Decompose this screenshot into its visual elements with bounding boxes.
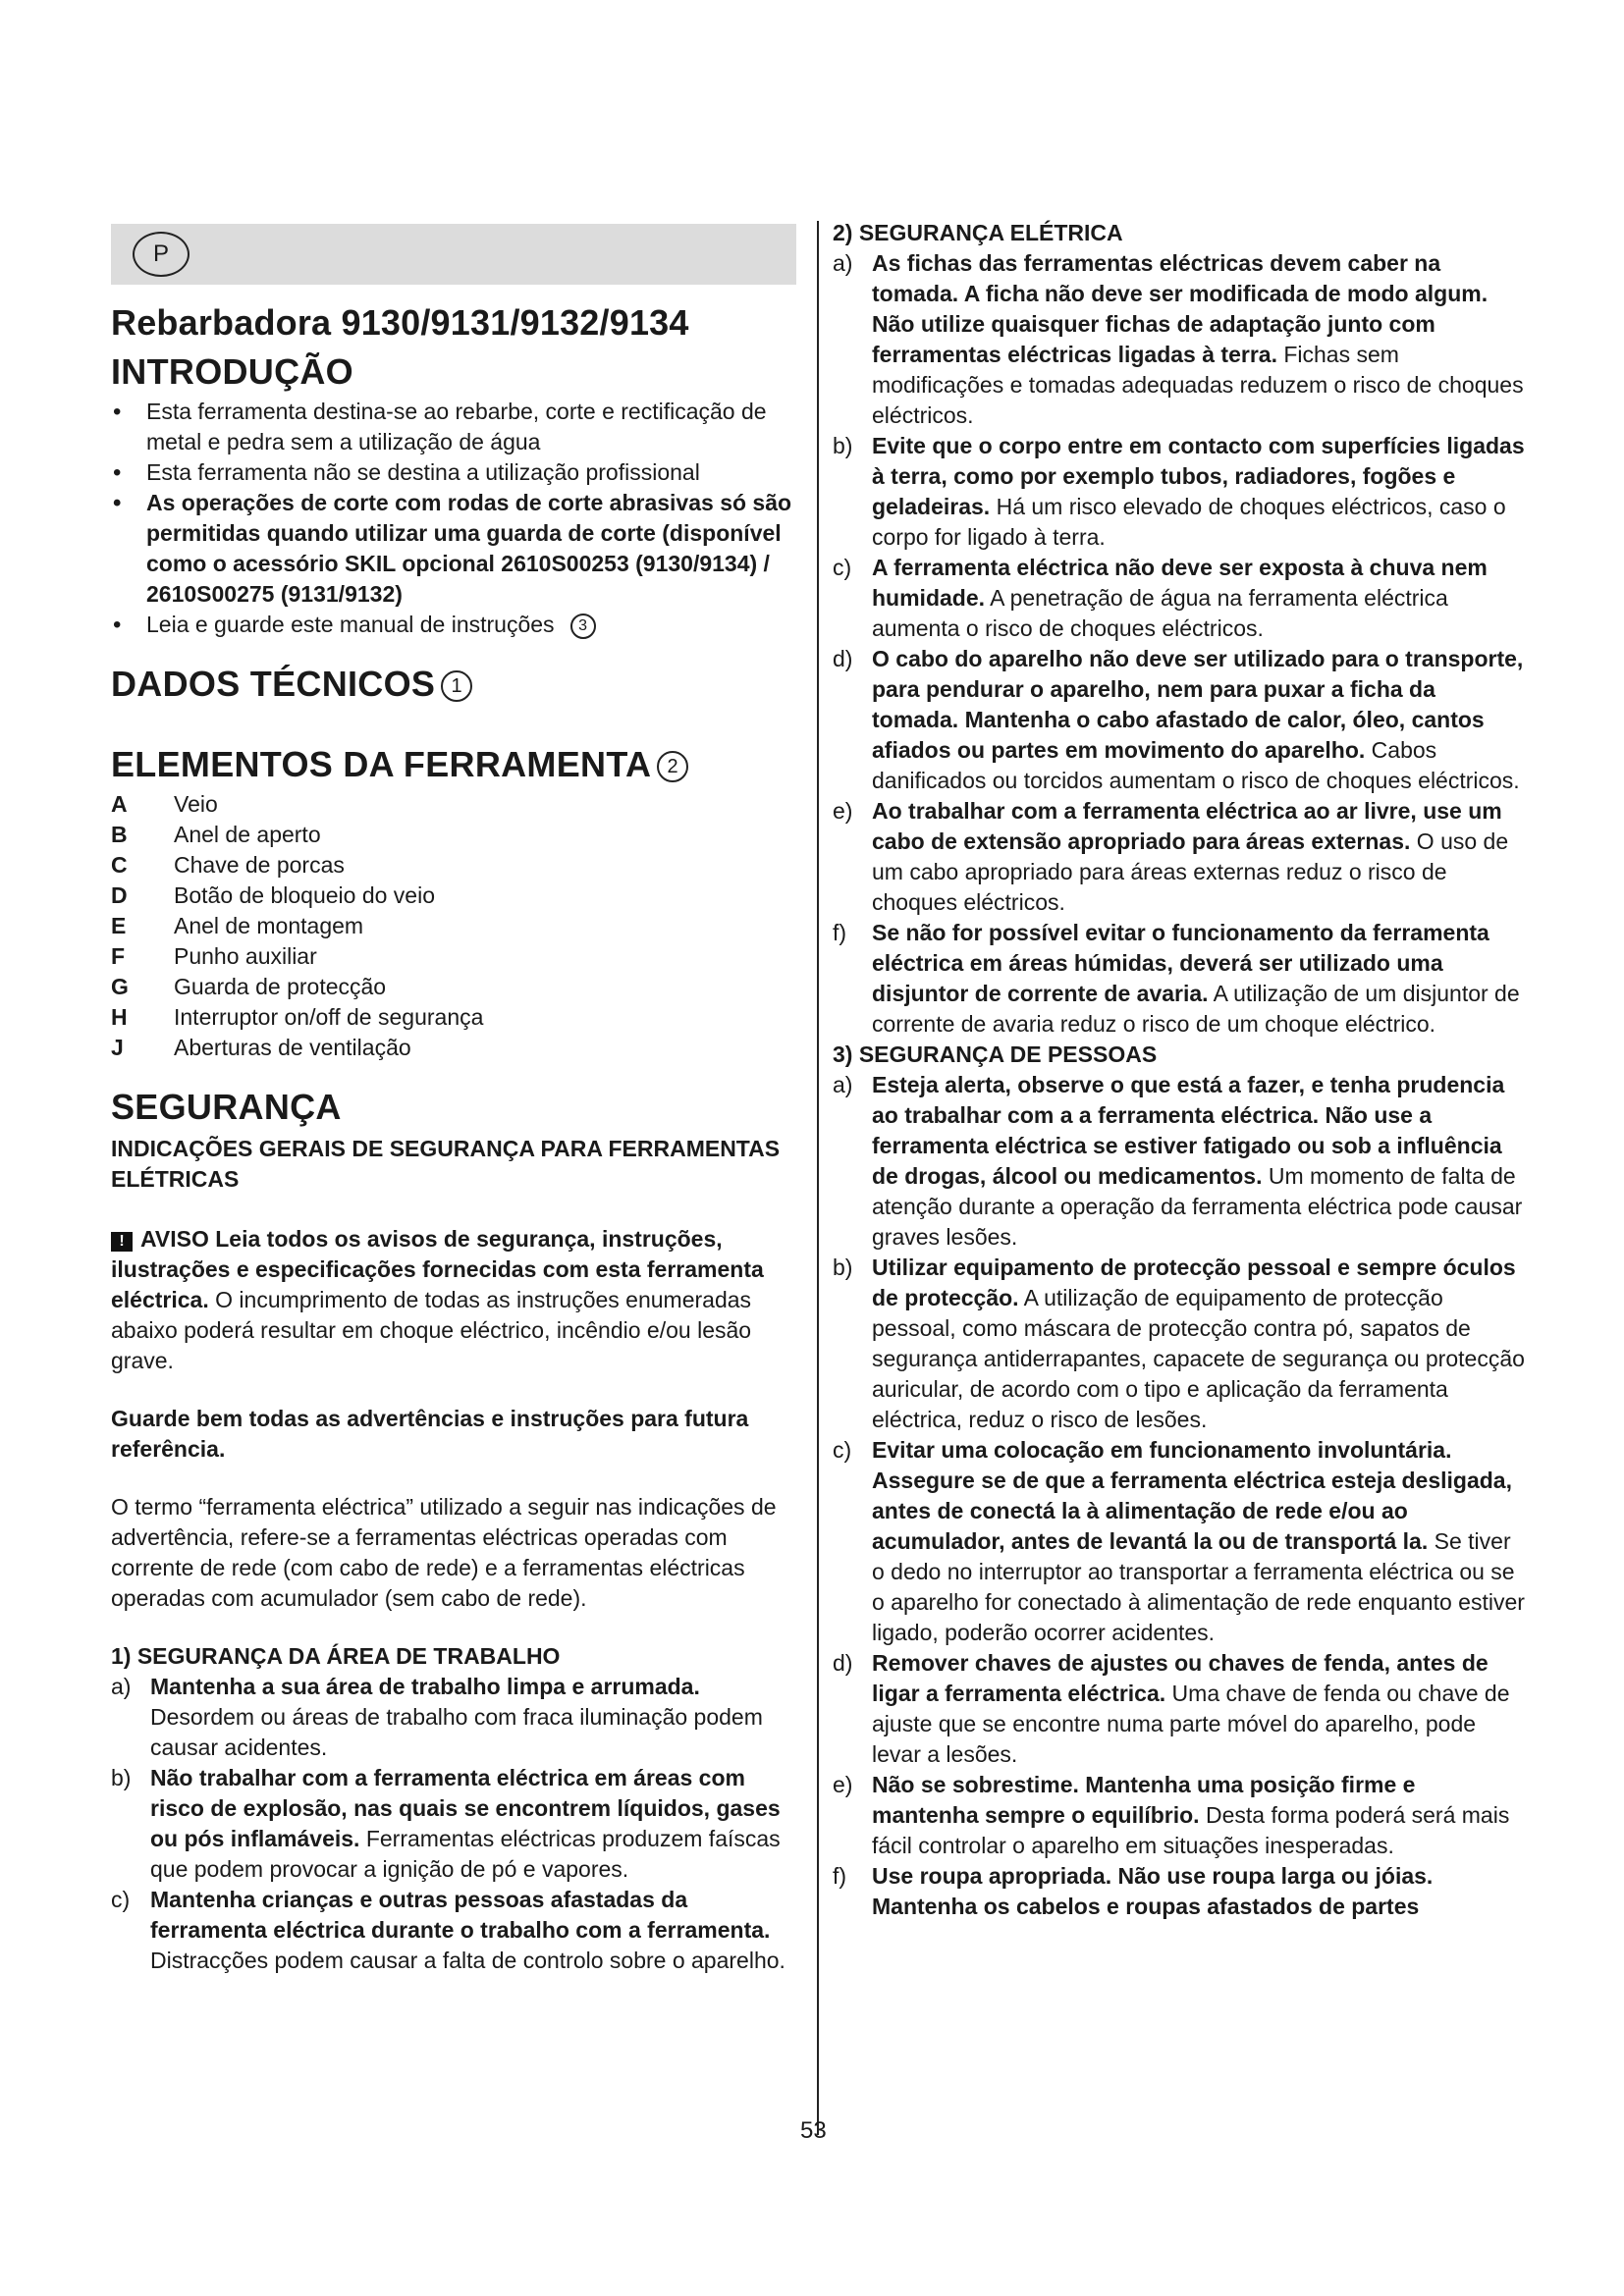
- item-label: d): [833, 1650, 853, 1676]
- part-label: Anel de montagem: [174, 913, 364, 938]
- part-letter: F: [111, 943, 126, 969]
- list-item: [833, 431, 1526, 553]
- item-text: Desordem ou áreas de trabalho com fraca iluminação podem causar acidentes.: [150, 1704, 763, 1760]
- figure-ref-2: 2: [657, 751, 688, 782]
- list-item: [833, 1648, 1526, 1770]
- item-bold: Utilizar equipamento de protecção pessoal e sempre óculos de protecção.: [872, 1255, 1516, 1310]
- item-bold: O cabo do aparelho não deve ser utilizado para o transporte, para pendurar o aparelho, nem para puxar a ficha da tomada. Mantenha o cabo afastado de calor, óleo, cantos afiados ou partes em movimento do aparelho.: [872, 646, 1524, 763]
- item-bold: Mantenha a sua área de trabalho limpa e arrumada.: [150, 1674, 700, 1699]
- list-item: [833, 1070, 1526, 1253]
- item-label: b): [833, 433, 853, 458]
- intro-list: [111, 397, 796, 640]
- part-row: [111, 850, 483, 881]
- intro-bullet: • As operações de corte com rodas de corte abrasivas só são permitidas quando utilizar uma guarda de corte (disponível como o acessório SKIL opcional 2610S00253 (9130/9134) / 2610S00275 (9131/9132): [111, 488, 796, 610]
- figure-ref-3: 3: [570, 614, 596, 639]
- item-text: Um momento de falta de atenção durante a operação da ferramenta eléctrica pode causar graves lesões.: [872, 1163, 1523, 1250]
- item-bold: Ao trabalhar com a ferramenta eléctrica ao ar livre, use um cabo de extensão apropriado para áreas externas.: [872, 798, 1502, 854]
- item-label: f): [833, 1863, 847, 1889]
- list-item: [833, 1435, 1526, 1648]
- tech-heading-text: DADOS TÉCNICOS: [111, 664, 436, 704]
- list-item: [111, 1763, 796, 1885]
- intro-heading: INTRODUÇÃO: [111, 351, 353, 392]
- warning-bold-text: AVISO Leia todos os avisos de segurança, instruções, ilustrações e especificações fornecidas com esta ferramenta eléctrica.: [111, 1226, 764, 1312]
- intro-bullet: • Esta ferramenta não se destina a utilização profissional: [111, 457, 796, 488]
- item-bold: Se não for possível evitar o funcionamento da ferramenta eléctrica em áreas húmidas, deverá ser utilizado uma disjuntor de corrente de avaria.: [872, 920, 1489, 1006]
- item-bold: Use roupa apropriada. Não use roupa larga ou jóias. Mantenha os cabelos e roupas afastados de partes: [872, 1863, 1434, 1919]
- item-label: a): [833, 1072, 853, 1097]
- item-bold: Esteja alerta, observe o que está a fazer, e tenha prudencia ao trabalhar com a a ferramenta eléctrica. Não use a ferramenta eléctrica se estiver fatigado ou sob a influência de drogas, álcool ou medicamentos.: [872, 1072, 1505, 1189]
- safety-subheading: INDICAÇÕES GERAIS DE SEGURANÇA PARA FERRAMENTAS ELÉTRICAS: [111, 1136, 781, 1192]
- column-divider: [817, 221, 819, 2135]
- item-bold: Não se sobrestime. Mantenha uma posição firme e mantenha sempre o equilíbrio.: [872, 1772, 1416, 1828]
- item-text: A utilização de um disjuntor de corrente de avaria reduz o risco de um choque eléctrico.: [872, 981, 1520, 1037]
- item-text: A penetração de água na ferramenta eléctrica aumenta o risco de choques eléctricos.: [872, 585, 1448, 641]
- item-text: Distracções podem causar a falta de controlo sobre o aparelho.: [150, 1948, 785, 1973]
- list-item: [111, 1672, 796, 1763]
- part-label: Chave de porcas: [174, 852, 345, 878]
- item-bold: Mantenha crianças e outras pessoas afastadas da ferramenta eléctrica durante o trabalho com a ferramenta.: [150, 1887, 771, 1943]
- item-label: c): [833, 555, 852, 580]
- list-item: [833, 1861, 1526, 1922]
- list-item: [833, 1770, 1526, 1861]
- item-text: Desta forma poderá será mais fácil controlar o aparelho em situações inesperadas.: [872, 1802, 1510, 1858]
- list-item: [833, 796, 1526, 918]
- section-3-heading: 3) SEGURANÇA DE PESSOAS: [833, 1041, 1158, 1067]
- item-text: Há um risco elevado de choques eléctricos, caso o corpo for ligado à terra.: [872, 494, 1506, 550]
- list-item: [833, 248, 1526, 431]
- product-title: Rebarbadora 9130/9131/9132/9134: [111, 302, 689, 343]
- part-letter: H: [111, 1004, 128, 1030]
- left-column: [111, 216, 796, 1976]
- part-label: Veio: [174, 791, 218, 817]
- right-column: [833, 218, 1526, 1922]
- section-3-list: [833, 1070, 1526, 1922]
- section-1-heading: 1) SEGURANÇA DA ÁREA DE TRABALHO: [111, 1643, 561, 1669]
- item-label: f): [833, 920, 847, 945]
- item-label: e): [833, 798, 853, 824]
- page-number: 53: [800, 2117, 827, 2144]
- safety-heading: SEGURANÇA: [111, 1087, 342, 1127]
- part-letter: B: [111, 822, 128, 847]
- part-row: [111, 1033, 483, 1063]
- intro-bullet: [111, 610, 796, 640]
- part-letter: C: [111, 852, 128, 878]
- list-item: [833, 918, 1526, 1040]
- intro-bullet-text: Leia e guarde este manual de instruções: [146, 612, 555, 637]
- item-text: Cabos danificados ou torcidos aumentam o risco de choques eléctricos.: [872, 737, 1520, 793]
- section-2-list: [833, 248, 1526, 1040]
- item-bold: A ferramenta eléctrica não deve ser exposta à chuva nem humidade.: [872, 555, 1488, 611]
- item-label: b): [111, 1765, 132, 1790]
- warning-text: O incumprimento de todas as instruções enumeradas abaixo poderá resultar em choque eléctrico, incêndio e/ou lesão grave.: [111, 1287, 752, 1373]
- item-bold: Não trabalhar com a ferramenta eléctrica em áreas com risco de explosão, nas quais se encontrem líquidos, gases ou pós inflamáveis.: [150, 1765, 781, 1851]
- part-row: [111, 911, 483, 941]
- item-label: a): [833, 250, 853, 276]
- item-text: Uma chave de fenda ou chave de ajuste que se encontre numa parte móvel do aparelho, pode levar a lesões.: [872, 1681, 1510, 1767]
- list-item: [833, 644, 1526, 796]
- part-label: Punho auxiliar: [174, 943, 317, 969]
- item-label: d): [833, 646, 853, 671]
- part-label: Aberturas de ventilação: [174, 1035, 411, 1060]
- part-row: [111, 972, 483, 1002]
- language-badge: P: [133, 232, 189, 277]
- parts-table: [111, 789, 483, 1063]
- tech-heading: [111, 664, 796, 705]
- elements-heading: [111, 744, 796, 785]
- part-letter: J: [111, 1035, 124, 1060]
- part-letter: D: [111, 882, 128, 908]
- item-bold: Evitar uma colocação em funcionamento involuntária. Assegure se de que a ferramenta eléctrica esteja desligada, antes de conectá la à alimentação de rede e/ou ao acumulador, antes de levantá la ou de transportá la.: [872, 1437, 1512, 1554]
- part-label: Anel de aperto: [174, 822, 321, 847]
- part-label: Guarda de protecção: [174, 974, 387, 999]
- intro-bullet: • Esta ferramenta destina-se ao rebarbe, corte e rectificação de metal e pedra sem a utilização de água: [111, 397, 796, 457]
- item-label: c): [833, 1437, 852, 1463]
- part-letter: A: [111, 791, 128, 817]
- language-band: [111, 224, 796, 285]
- part-letter: E: [111, 913, 127, 938]
- list-item: [833, 553, 1526, 644]
- list-item: [833, 1253, 1526, 1435]
- item-bold: As fichas das ferramentas eléctricas devem caber na tomada. A ficha não deve ser modificada de modo algum. Não utilize quaisquer fichas de adaptação junto com ferramentas eléctricas ligadas à terra.: [872, 250, 1489, 367]
- part-row: [111, 881, 483, 911]
- item-text: O uso de um cabo apropriado para áreas externas reduz o risco de choques eléctricos.: [872, 828, 1509, 915]
- part-row: [111, 1002, 483, 1033]
- section-1-list: [111, 1672, 796, 1976]
- part-row: [111, 820, 483, 850]
- part-row: [111, 789, 483, 820]
- term-paragraph: O termo “ferramenta eléctrica” utilizado a seguir nas indicações de advertência, refere-se a ferramentas eléctricas operadas com corrente de rede (com cabo de rede) e a ferramentas eléctricas operadas com acumulador (sem cabo de rede).: [111, 1494, 777, 1611]
- item-text: Se tiver o dedo no interruptor ao transportar a ferramenta eléctrica ou se o aparelho for conectado à alimentação de rede enquanto estiver ligado, poderão ocorrer acidentes.: [872, 1528, 1525, 1645]
- item-label: c): [111, 1887, 131, 1912]
- item-text: Fichas sem modificações e tomadas adequadas reduzem o risco de choques eléctricos.: [872, 342, 1524, 428]
- item-label: a): [111, 1674, 132, 1699]
- item-bold: Remover chaves de ajustes ou chaves de fenda, antes de ligar a ferramenta eléctrica.: [872, 1650, 1489, 1706]
- part-label: Interruptor on/off de segurança: [174, 1004, 484, 1030]
- list-item: [111, 1885, 796, 1976]
- warning-paragraph: [111, 1224, 796, 1376]
- item-text: Ferramentas eléctricas produzem faíscas que podem provocar a ignição de pó e vapores.: [150, 1826, 781, 1882]
- item-label: e): [833, 1772, 853, 1797]
- part-label: Botão de bloqueio do veio: [174, 882, 435, 908]
- part-letter: G: [111, 974, 129, 999]
- keep-instructions: Guarde bem todas as advertências e instruções para futura referência.: [111, 1406, 749, 1462]
- item-bold: Evite que o corpo entre em contacto com superfícies ligadas à terra, como por exemplo tubos, radiadores, fogões e geladeiras.: [872, 433, 1525, 519]
- part-row: [111, 941, 483, 972]
- warning-triangle-icon: !: [111, 1232, 133, 1252]
- item-label: b): [833, 1255, 853, 1280]
- elements-heading-text: ELEMENTOS DA FERRAMENTA: [111, 744, 652, 784]
- figure-ref-1: 1: [441, 670, 472, 702]
- section-2-heading: 2) SEGURANÇA ELÉTRICA: [833, 220, 1123, 245]
- item-text: A utilização de equipamento de protecção pessoal, como máscara de protecção contra pó, sapatos de segurança antiderrapantes, capacete de segurança ou protecção auricular, de acordo com o tipo e aplicação da ferramenta eléctrica, reduz o risco de lesões.: [872, 1285, 1525, 1432]
